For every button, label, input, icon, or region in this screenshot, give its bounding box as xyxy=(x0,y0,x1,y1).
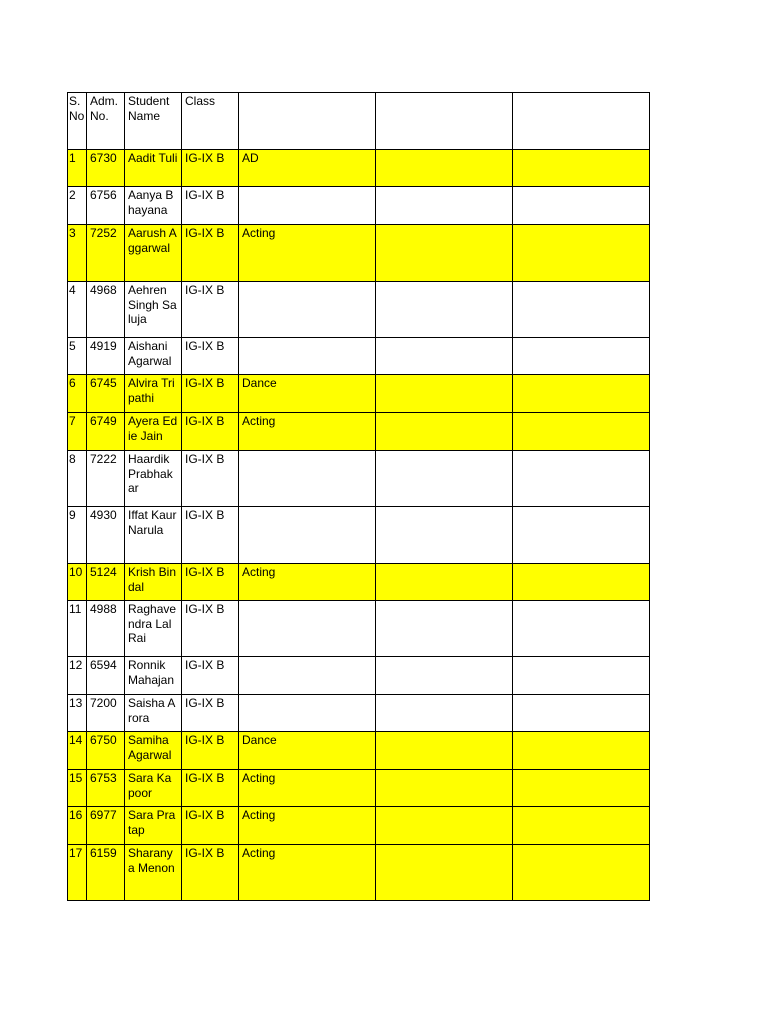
cell-class: IG-IX B xyxy=(182,564,239,601)
cell-adm-no: 6756 xyxy=(87,187,125,225)
cell-class: IG-IX B xyxy=(182,451,239,507)
header-sno: S.No xyxy=(68,93,87,150)
cell-activity: Acting xyxy=(239,225,376,282)
table-row xyxy=(68,413,650,451)
cell-empty xyxy=(513,225,650,282)
cell-adm-no: 6977 xyxy=(87,807,125,845)
table-row xyxy=(68,807,650,845)
cell-student-name: Ayera Edie Jain xyxy=(125,413,182,451)
cell-sno: 17 xyxy=(68,845,87,901)
cell-adm-no: 4988 xyxy=(87,601,125,657)
cell-empty xyxy=(376,338,513,375)
cell-sno: 4 xyxy=(68,282,87,338)
cell-empty xyxy=(513,601,650,657)
header-col-6 xyxy=(376,93,513,150)
cell-adm-no: 4930 xyxy=(87,507,125,564)
table-row xyxy=(68,695,650,732)
cell-student-name: Iffat Kaur Narula xyxy=(125,507,182,564)
header-student-name: Student Name xyxy=(125,93,182,150)
cell-class: IG-IX B xyxy=(182,770,239,807)
cell-empty xyxy=(513,732,650,770)
cell-activity xyxy=(239,695,376,732)
cell-sno: 11 xyxy=(68,601,87,657)
cell-adm-no: 6594 xyxy=(87,657,125,695)
cell-empty xyxy=(513,564,650,601)
cell-empty xyxy=(376,732,513,770)
cell-class: IG-IX B xyxy=(182,187,239,225)
cell-empty xyxy=(376,451,513,507)
cell-empty xyxy=(376,695,513,732)
cell-student-name: Aehren Singh Saluja xyxy=(125,282,182,338)
table-row xyxy=(68,225,650,282)
cell-empty xyxy=(376,225,513,282)
cell-sno: 9 xyxy=(68,507,87,564)
cell-adm-no: 4919 xyxy=(87,338,125,375)
cell-activity xyxy=(239,601,376,657)
cell-empty xyxy=(376,770,513,807)
cell-adm-no: 7252 xyxy=(87,225,125,282)
cell-adm-no: 6745 xyxy=(87,375,125,413)
cell-empty xyxy=(376,282,513,338)
cell-student-name: Alvira Tripathi xyxy=(125,375,182,413)
header-col-5 xyxy=(239,93,376,150)
cell-adm-no: 6749 xyxy=(87,413,125,451)
table-row xyxy=(68,375,650,413)
table-body xyxy=(68,93,650,901)
cell-empty xyxy=(376,413,513,451)
cell-adm-no: 7222 xyxy=(87,451,125,507)
cell-activity: Acting xyxy=(239,807,376,845)
cell-activity: Dance xyxy=(239,375,376,413)
cell-empty xyxy=(376,375,513,413)
cell-activity xyxy=(239,451,376,507)
cell-student-name: Krish Bindal xyxy=(125,564,182,601)
table-row xyxy=(68,451,650,507)
cell-student-name: Sharanya Menon xyxy=(125,845,182,901)
table-row xyxy=(68,564,650,601)
cell-adm-no: 6753 xyxy=(87,770,125,807)
cell-sno: 6 xyxy=(68,375,87,413)
cell-class: IG-IX B xyxy=(182,282,239,338)
cell-class: IG-IX B xyxy=(182,413,239,451)
cell-class: IG-IX B xyxy=(182,695,239,732)
cell-empty xyxy=(513,150,650,187)
cell-empty xyxy=(513,507,650,564)
cell-empty xyxy=(513,695,650,732)
cell-student-name: Saisha Arora xyxy=(125,695,182,732)
table-row xyxy=(68,338,650,375)
cell-empty xyxy=(513,770,650,807)
cell-empty xyxy=(376,564,513,601)
cell-class: IG-IX B xyxy=(182,657,239,695)
header-row xyxy=(68,93,650,150)
table-row xyxy=(68,187,650,225)
cell-sno: 12 xyxy=(68,657,87,695)
cell-empty xyxy=(513,187,650,225)
cell-student-name: Ronnik Mahajan xyxy=(125,657,182,695)
cell-empty xyxy=(513,282,650,338)
cell-empty xyxy=(376,657,513,695)
cell-adm-no: 5124 xyxy=(87,564,125,601)
cell-student-name: Samiha Agarwal xyxy=(125,732,182,770)
header-col-7 xyxy=(513,93,650,150)
cell-empty xyxy=(376,601,513,657)
cell-class: IG-IX B xyxy=(182,807,239,845)
cell-empty xyxy=(513,807,650,845)
cell-class: IG-IX B xyxy=(182,601,239,657)
cell-empty xyxy=(376,187,513,225)
cell-activity: Acting xyxy=(239,413,376,451)
cell-empty xyxy=(513,413,650,451)
cell-student-name: Aadit Tuli xyxy=(125,150,182,187)
table-row xyxy=(68,770,650,807)
cell-sno: 7 xyxy=(68,413,87,451)
cell-class: IG-IX B xyxy=(182,150,239,187)
cell-adm-no: 7200 xyxy=(87,695,125,732)
cell-sno: 5 xyxy=(68,338,87,375)
cell-sno: 8 xyxy=(68,451,87,507)
cell-activity: Acting xyxy=(239,564,376,601)
cell-activity xyxy=(239,187,376,225)
cell-activity: Acting xyxy=(239,845,376,901)
cell-class: IG-IX B xyxy=(182,845,239,901)
cell-activity xyxy=(239,282,376,338)
cell-student-name: Sara Pratap xyxy=(125,807,182,845)
cell-sno: 16 xyxy=(68,807,87,845)
cell-empty xyxy=(513,451,650,507)
cell-empty xyxy=(513,657,650,695)
cell-activity: Dance xyxy=(239,732,376,770)
cell-sno: 2 xyxy=(68,187,87,225)
cell-activity xyxy=(239,338,376,375)
table-row xyxy=(68,282,650,338)
table-row xyxy=(68,732,650,770)
table-row xyxy=(68,150,650,187)
cell-student-name: Raghavendra Lal Rai xyxy=(125,601,182,657)
cell-sno: 14 xyxy=(68,732,87,770)
table-row xyxy=(68,601,650,657)
cell-sno: 10 xyxy=(68,564,87,601)
cell-empty xyxy=(513,375,650,413)
cell-class: IG-IX B xyxy=(182,507,239,564)
cell-adm-no: 6730 xyxy=(87,150,125,187)
cell-empty xyxy=(376,807,513,845)
table-row xyxy=(68,507,650,564)
cell-student-name: Aanya Bhayana xyxy=(125,187,182,225)
cell-student-name: Haardik Prabhakar xyxy=(125,451,182,507)
cell-empty xyxy=(513,338,650,375)
cell-empty xyxy=(376,507,513,564)
cell-activity xyxy=(239,657,376,695)
cell-sno: 15 xyxy=(68,770,87,807)
cell-class: IG-IX B xyxy=(182,338,239,375)
cell-sno: 13 xyxy=(68,695,87,732)
cell-student-name: Aarush Aggarwal xyxy=(125,225,182,282)
cell-sno: 3 xyxy=(68,225,87,282)
cell-class: IG-IX B xyxy=(182,375,239,413)
cell-adm-no: 4968 xyxy=(87,282,125,338)
cell-sno: 1 xyxy=(68,150,87,187)
cell-activity xyxy=(239,507,376,564)
cell-empty xyxy=(376,845,513,901)
cell-empty xyxy=(376,150,513,187)
cell-adm-no: 6159 xyxy=(87,845,125,901)
table-row xyxy=(68,845,650,901)
cell-student-name: Sara Kapoor xyxy=(125,770,182,807)
cell-activity: AD xyxy=(239,150,376,187)
cell-class: IG-IX B xyxy=(182,732,239,770)
header-adm-no: Adm. No. xyxy=(87,93,125,150)
table-row xyxy=(68,657,650,695)
header-class: Class xyxy=(182,93,239,150)
cell-adm-no: 6750 xyxy=(87,732,125,770)
student-table xyxy=(67,92,650,901)
cell-student-name: Aishani Agarwal xyxy=(125,338,182,375)
cell-empty xyxy=(513,845,650,901)
cell-class: IG-IX B xyxy=(182,225,239,282)
cell-activity: Acting xyxy=(239,770,376,807)
